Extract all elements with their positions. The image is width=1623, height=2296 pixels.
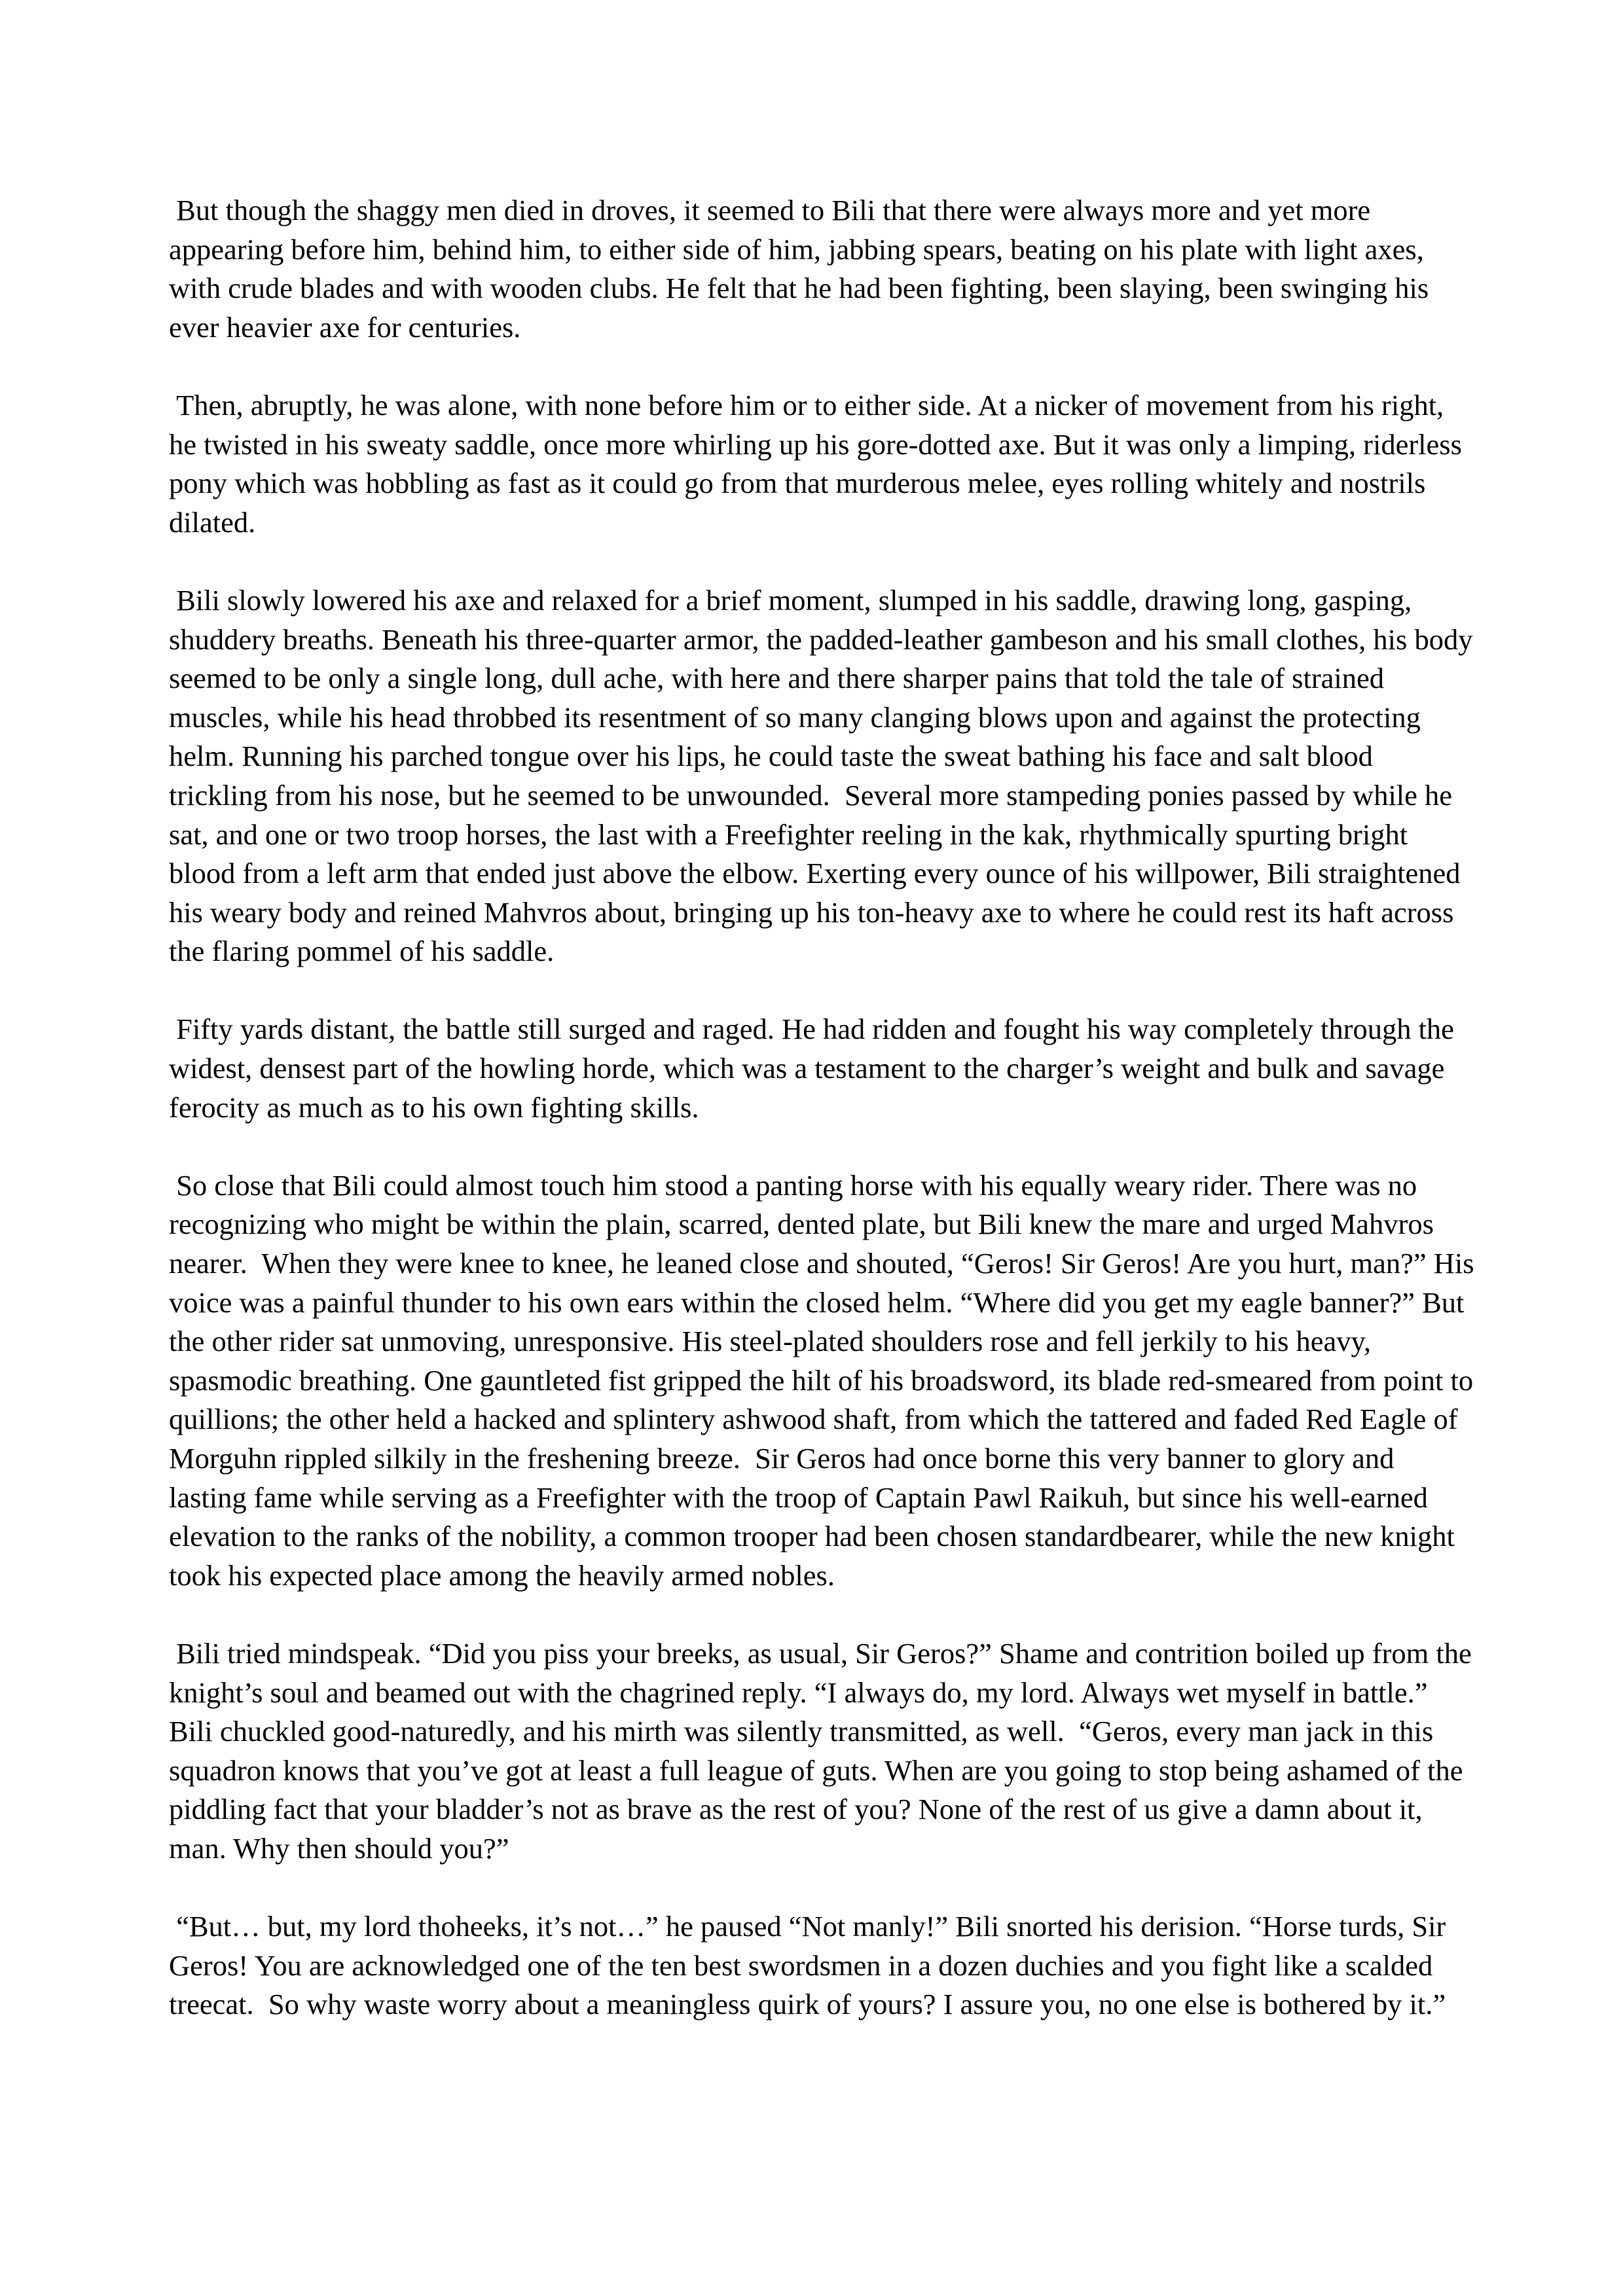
paragraph-1: But though the shaggy men died in droves, it seemed to Bili that there were always more and yet more appearing before him, behind him, to either side of him, jabbing spears, beating on his plate with light axes, with crude blades and with wooden clubs. He felt that he had been fighting, been slaying, been swinging his ever heavier axe for centuries. bbox=[169, 194, 1436, 344]
paragraph-5: So close that Bili could almost touch him stood a panting horse with his equally weary rider. There was no recognizing who might be within the plain, scarred, dented plate, but Bili knew the mare and urged Mahvros nearer. When they were knee to knee, he leaned close and shouted, “Geros! Sir Geros! Are you hurt, man?” His voice was a painful thunder to his own ears within the closed helm. “Where did you get my eagle banner?” But the other rider sat unmoving, unresponsive. His steel-plated shoulders rose and fell jerkily to his heavy, spasmodic breathing. One gauntleted fist gripped the hilt of his broadsword, its blade red-smeared from point to quillions; the other held a hacked and splintery ashwood shaft, from which the tattered and faded Red Eagle of Morguhn rippled silkily in the freshening breeze. Sir Geros had once borne this very banner to glory and lasting fame while serving as a Freefighter with the troop of Captain Pawl Raikuh, but since his well-earned elevation to the ranks of the nobility, a common trooper had been chosen standardbearer, while the new knight took his expected place among the heavily armed nobles. bbox=[169, 1168, 1482, 1592]
paragraph-6: Bili tried mindspeak. “Did you piss your breeks, as usual, Sir Geros?” Shame and contrition boiled up from the knight’s soul and beamed out with the chagrined reply. “I always do, my lord. Always wet myself in battle.” Bili chuckled good-naturedly, and his mirth was silently transmitted, as well. “Geros, every man jack in this squadron knows that you’ve got at least a full league of guts. When are you going to stop being ashamed of the piddling fact that your bladder’s not as brave as the rest of you? None of the rest of us give a damn about it, man. Why then should you?” bbox=[169, 1636, 1479, 1865]
paragraph-7: “But… but, my lord thoheeks, it’s not…” he paused “Not manly!” Bili snorted his derision. “Horse turds, Sir Geros! You are acknowledged one of the ten best swordsmen in a dozen duchies and you fight like a scalded treecat. So why waste worry about a meaningless quirk of yours? I assure you, no one else is bothered by it.” bbox=[169, 1910, 1453, 2021]
paragraph-3: Bili slowly lowered his axe and relaxed for a brief moment, slumped in his saddle, drawing long, gasping, shuddery breaths. Beneath his three-quarter armor, the padded-leather gambeson and his small clothes, his body seemed to be only a single long, dull ache, with here and there sharper pains that told the tale of strained muscles, while his head throbbed its resentment of so many clanging blows upon and against the protecting helm. Running his parched tongue over his lips, he could taste the sweat bathing his face and salt blood trickling from his nose, but he seemed to be unwounded. Several more stampeding ponies passed by while he sat, and one or two troop horses, the last with a Freefighter reeling in the kak, rhythmically spurting bright blood from a left arm that ended just above the elbow. Exerting every ounce of his willpower, Bili straightened his weary body and reined Mahvros about, bringing up his ton-heavy axe to where he could rest its haft across the flaring pommel of his saddle. bbox=[169, 583, 1480, 968]
paragraph-2: Then, abruptly, he was alone, with none before him or to either side. At a nicker of movement from his right, he twisted in his sweaty saddle, once more whirling up his gore-dotted axe. But it was only a limping, riderless pony which was hobbling as fast as it could go from that murderous melee, eyes rolling whitely and nostrils dilated. bbox=[169, 388, 1470, 539]
body-text bbox=[169, 191, 1482, 2064]
paragraph-4: Fifty yards distant, the battle still surged and raged. He had ridden and fought his way completely through the widest, densest part of the howling horde, which was a testament to the charger’s weight and bulk and savage ferocity as much as to his own fighting skills. bbox=[169, 1013, 1462, 1124]
